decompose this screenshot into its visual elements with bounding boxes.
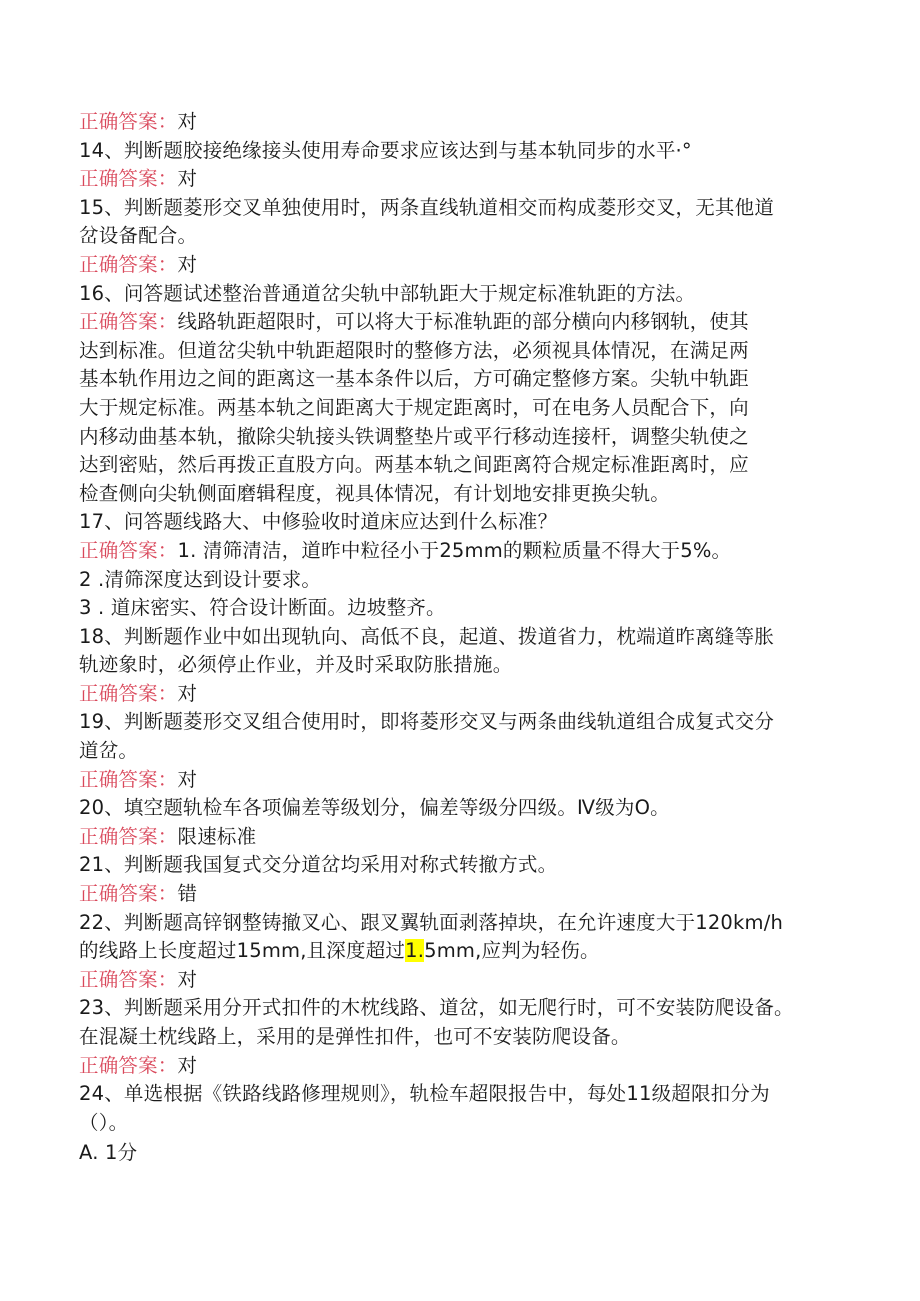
question-23-cont: 在混凝土枕线路上，采用的是弹性扣件，也可不安装防爬设备。: [79, 1025, 631, 1048]
answer-line: [79, 823, 899, 852]
answer-text: 对: [177, 167, 198, 191]
question-23: 23、判断题采用分开式扣件的木枕线路、道岔，如无爬行时，可不安装防爬设备。: [79, 996, 794, 1020]
question-22: 22、判断题高锌钢整铸撤叉心、跟叉翼轨面剥落掉块，在允许速度大于120km∕h: [79, 910, 784, 934]
answer-label: 正确答案：: [79, 882, 178, 906]
answer-text-cont: 基本轨作用边之间的距离这一基本条件以后，方可确定整修方案。尖轨中轨距: [79, 367, 749, 391]
answer-label: 正确答案：: [79, 824, 178, 848]
answer-text: 错: [177, 882, 198, 906]
answer-text: 对: [177, 767, 198, 791]
answer-text: 1. 清筛清洁，道昨中粒径小于25mm的颗粒质量不得大于5%。: [177, 538, 732, 562]
question-18-cont: 轨迹象时，必须停止作业，并及时采取防胀措施。: [79, 653, 513, 677]
answer-text-cont: 大于规定标准。两基本轨之间距离大于规定距离时，可在电务人员配合下，向: [79, 395, 749, 419]
question-16: 16、问答题试述整治普通道岔尖轨中部轨距大于规定标准轨距的方法。: [79, 281, 696, 305]
highlighted-text: 1.: [405, 939, 425, 963]
answer-label: 正确答案：: [79, 967, 178, 991]
answer-label: 正确答案：: [79, 310, 178, 334]
answer-label: 正确答案：: [79, 1053, 178, 1077]
answer-line: [79, 766, 899, 795]
question-24: 24、单选根据《铁路线路修理规则》，轨检车超限报告中，每处11级超限扣分为: [79, 1082, 770, 1106]
answer-text: 线路轨距超限时，可以将大于标准轨距的部分横向内移钢轨，使其: [177, 310, 749, 334]
question-15: 15、判断题菱形交叉单独使用时，两条直线轨道相交而构成菱形交叉，无其他道: [79, 195, 775, 219]
answer-text: 对: [177, 252, 198, 276]
answer-line: [79, 966, 899, 995]
answer-line: [79, 108, 899, 137]
question-15-cont: 岔设备配合。: [79, 224, 198, 248]
question-21: 21、判断题我国复式交分道岔均采用对称式转撤方式。: [79, 853, 558, 877]
answer-line: [79, 1052, 899, 1081]
answer-line: [79, 880, 899, 909]
answer-label: 正确答案：: [79, 538, 178, 562]
answer-label: 正确答案：: [79, 167, 178, 191]
answer-label: 正确答案：: [79, 110, 178, 133]
answer-text-cont: 3 . 道床密实、符合设计断面。边坡整齐。: [79, 596, 446, 620]
answer-label: 正确答案：: [79, 252, 178, 276]
answer-line: [79, 251, 899, 280]
option-a: A. 1分: [79, 1141, 138, 1165]
answer-text: 对: [177, 110, 198, 133]
question-18: 18、判断题作业中如出现轨向、高低不良，起道、拨道省力，枕端道昨离缝等胀: [79, 624, 775, 648]
text-segment: 5mm,应判为轻伤。: [424, 939, 600, 963]
question-17: 17、问答题线路大、中修验收时道床应达到什么标准？: [79, 510, 558, 534]
question-22-cont: [79, 937, 899, 966]
answer-text-cont: 达到密贴，然后再拨正直股方向。两基本轨之间距离符合规定标准距离时，应: [79, 453, 749, 477]
answer-label: 正确答案：: [79, 681, 178, 705]
answer-text-cont: 2 .清筛深度达到设计要求。: [79, 567, 322, 591]
answer-line: [79, 308, 899, 337]
document-page: [79, 108, 899, 1168]
question-24-cont: （）。: [79, 1110, 129, 1134]
answer-text: 对: [177, 681, 198, 705]
text-segment: 的线路上长度超过15mm,且深度超过: [79, 939, 406, 963]
question-20: 20、填空题轨检车各项偏差等级划分，偏差等级分四级。Ⅳ级为O。: [79, 796, 670, 820]
answer-text-cont: 检查侧向尖轨侧面磨辑程度，视具体情况，有计划地安排更换尖轨。: [79, 481, 671, 505]
answer-label: 正确答案：: [79, 767, 178, 791]
answer-line: [79, 165, 899, 194]
question-19: 19、判断题菱形交叉组合使用时，即将菱形交叉与两条曲线轨道组合成复式交分: [79, 710, 775, 734]
answer-text: 限速标准: [177, 824, 257, 848]
question-14: 14、判断题胶接绝缘接头使用寿命要求应该达到与基本轨同步的水平·°: [79, 138, 692, 162]
answer-text-cont: 内移动曲基本轨，撤除尖轨接头铁调整垫片或平行移动连接杆，调整尖轨使之: [79, 424, 749, 448]
answer-line: [79, 537, 899, 566]
answer-line: [79, 680, 899, 709]
question-19-cont: 道岔。: [79, 739, 139, 763]
answer-text-cont: 达到标准。但道岔尖轨中轨距超限时的整修方法，必须视具体情况，在满足两: [79, 338, 749, 362]
answer-text: 对: [177, 967, 198, 991]
answer-text: 对: [177, 1053, 198, 1077]
